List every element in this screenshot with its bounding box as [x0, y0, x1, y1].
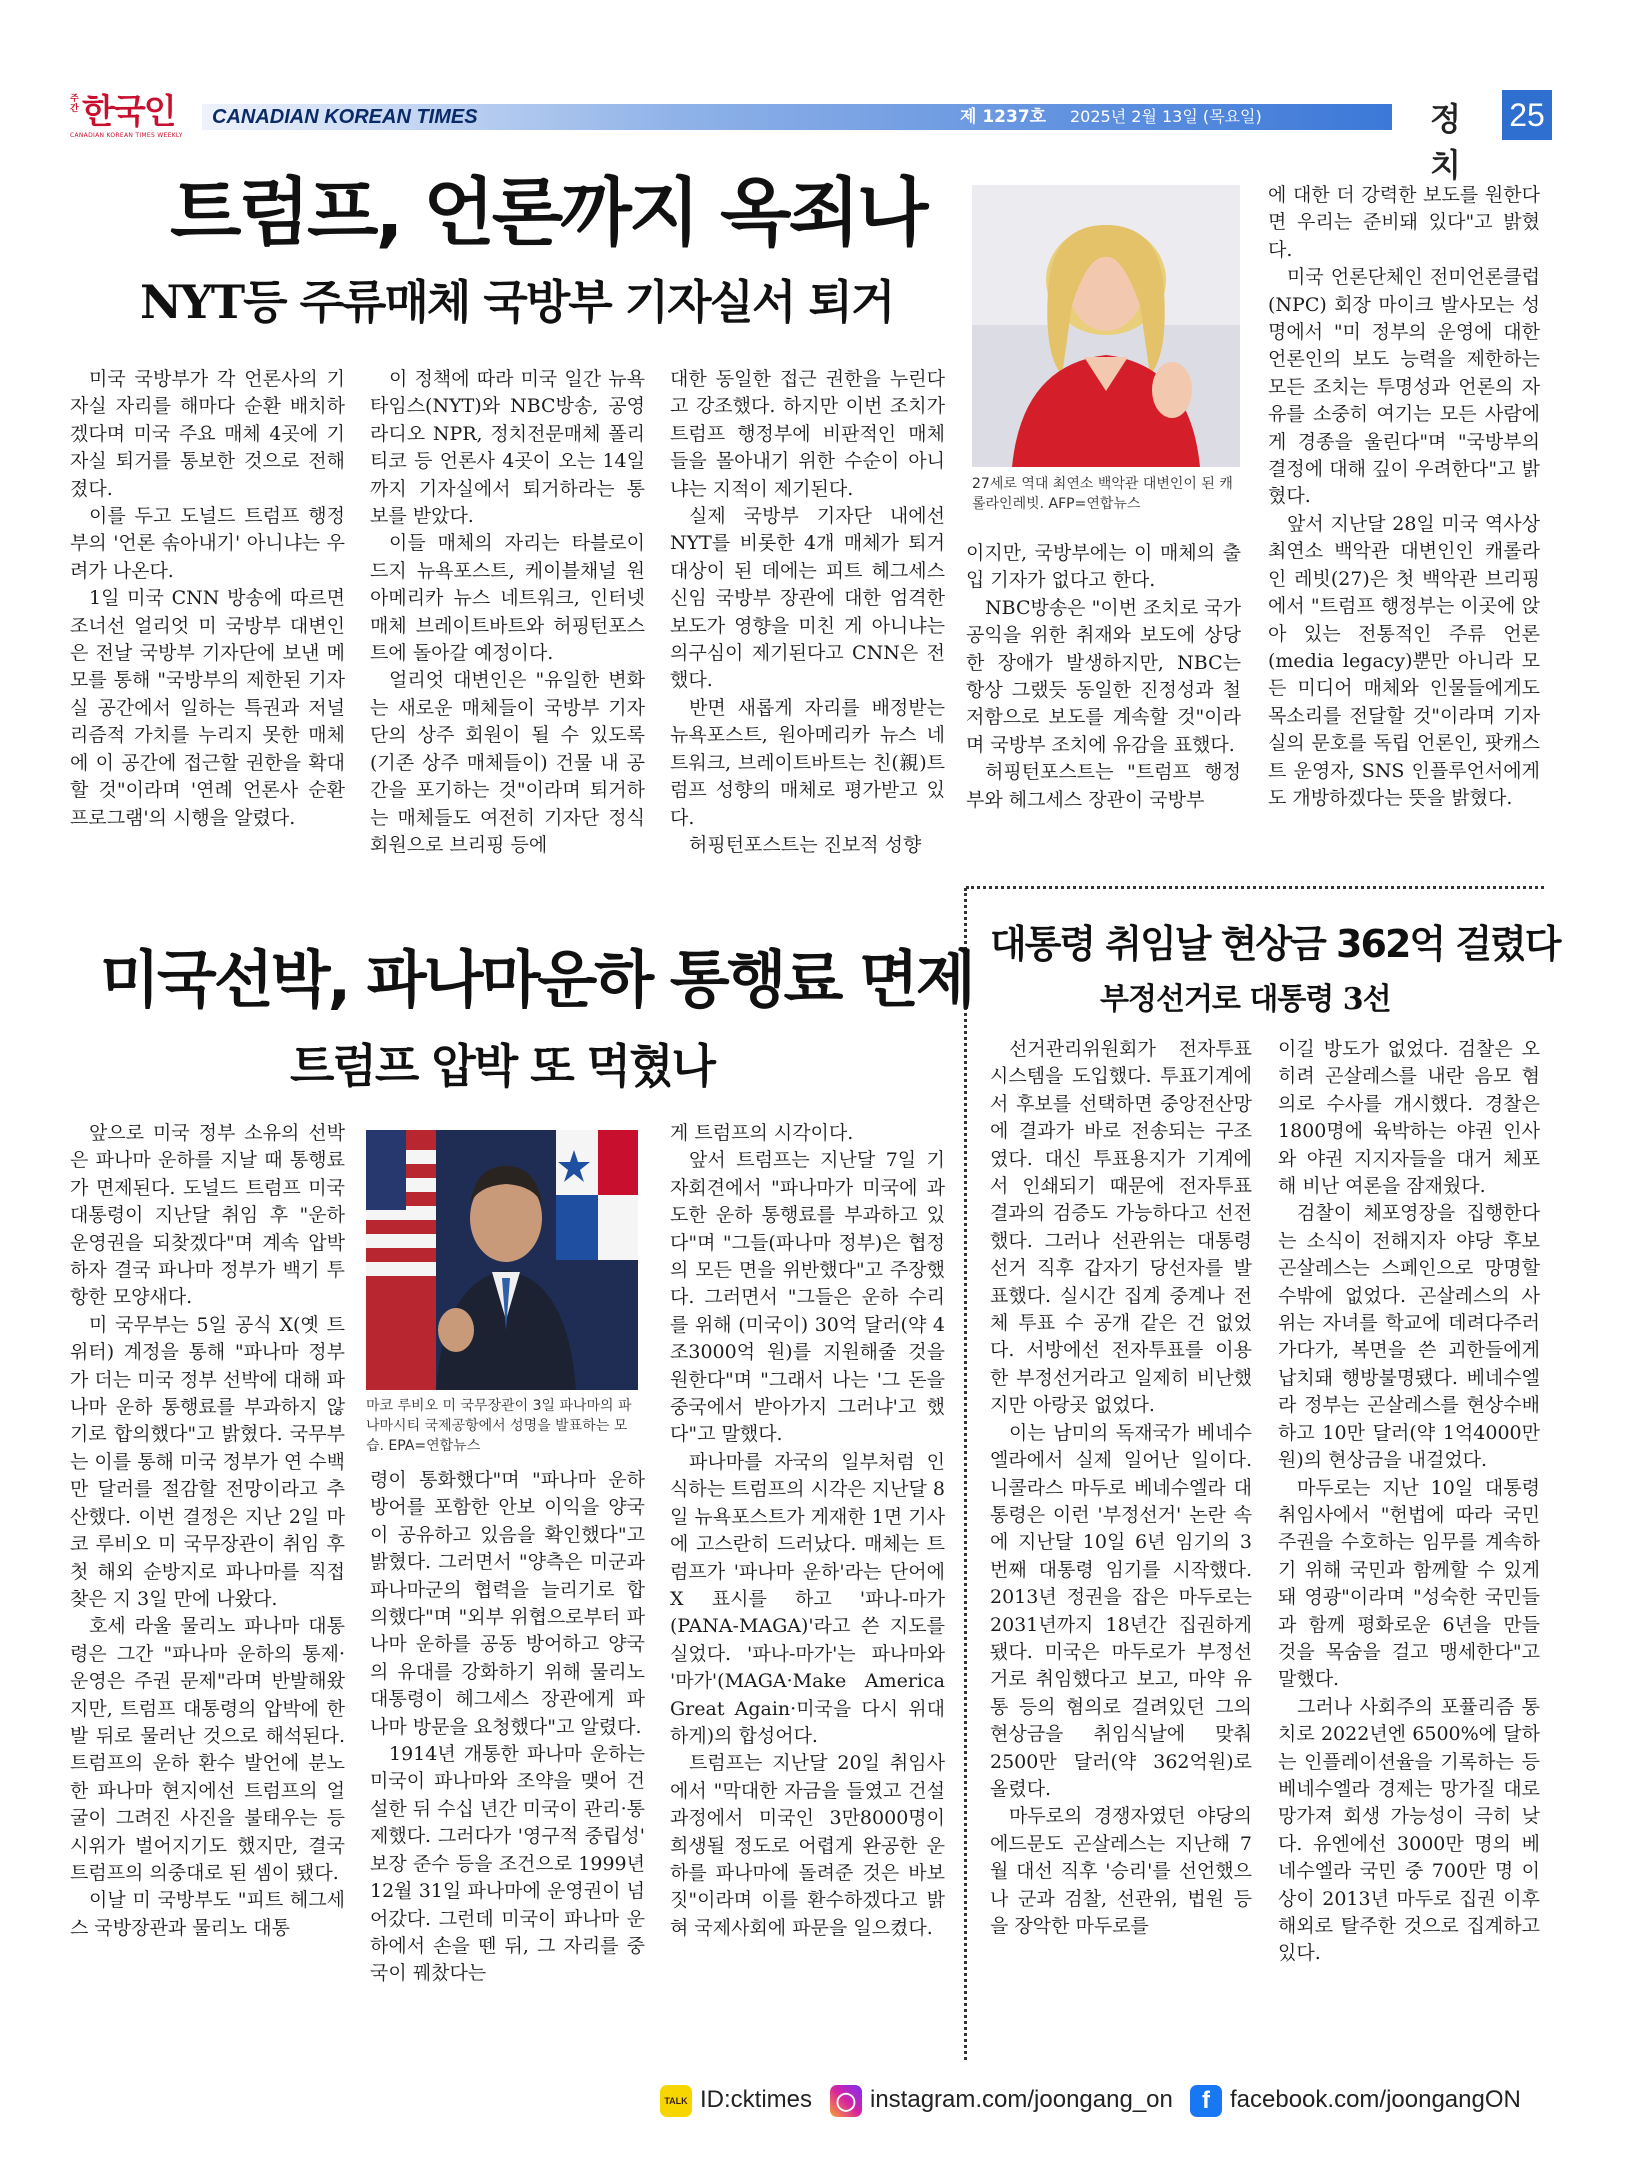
paragraph: 허핑턴포스트는 진보적 성향 [689, 833, 922, 856]
article1-column-5 [1268, 182, 1540, 812]
article1-column-3 [670, 366, 945, 859]
paragraph: 이지만, 국방부에는 이 매체의 출입 기자가 없다고 한다. [966, 542, 1241, 592]
issue-number: 제 1237호 [960, 107, 1047, 127]
paragraph: 선거관리위원회가 전자투표 시스템을 도입했다. 투표기계에서 후보를 선택하면 중앙전산망에 결과가 바로 전송되는 구조였다. 대신 투표용지가 기계에서 인쇄되기 때문에 전자투표 결과의 검증도 가능하다고 선전했다. 그러나 선관위는 대통령선거 직후 갑자기 당선자를 발표했다. 실시간 집계 중계나 전체 투표 수 공개 같은 건 없었다. 서방에선 전자투표를 이용한 부정선거라고 일제히 비난했지만 아랑곳 없었다. [990, 1038, 1252, 1417]
kakao-link[interactable] [660, 2080, 812, 2120]
paragraph: 미국 국방부가 각 언론사의 기자실 자리를 해마다 순환 배치하겠다며 미국 주요 매체 4곳에 기자실 퇴거를 통보한 것으로 전해졌다. [70, 368, 345, 500]
rubio-photo-illustration [366, 1130, 638, 1390]
kakao-talk-icon: TALK [660, 2085, 692, 2117]
section-divider [966, 886, 1544, 889]
paragraph: 실제 국방부 기자단 내에선 NYT를 비롯한 4개 매체가 퇴거 대상이 된 데에는 피트 헤그세스 신임 국방부 장관에 대한 엄격한 보도가 영향을 미친 게 아니냐는 의구심이 제기된다고 CNN은 전했다. [670, 505, 945, 692]
instagram-url: instagram.com/joongang_on [870, 2086, 1173, 2113]
paragraph: 반면 새롭게 자리를 배정받는 뉴욕포스트, 원아메리카 뉴스 네트워크, 브레이트바트는 친(親)트럼프 성향의 매체로 평가받고 있다. [670, 696, 945, 829]
paragraph: 허핑턴포스트는 "트럼프 행정부와 헤그세스 장관이 국방부 [966, 761, 1241, 811]
paragraph: 앞서 지난달 28일 미국 역사상 최연소 백악관 대변인인 캐롤라인 레빗(27)은 첫 백악관 브리핑에서 "트럼프 행정부는 이곳에 앉아 있는 전통적인 주류 언론(media legacy)뿐만 아니라 모든 미디어 매체와 인물들에게도 목소리를 전달할 것"이라며 기자실의 문호를 독립 언론인, 팟캐스트 운영자, SNS 인플루언서에게도 개방하겠다는 뜻을 밝혔다. [1268, 512, 1540, 809]
logo-weekly-label: 주간 [70, 94, 79, 114]
paragraph: 미국 언론단체인 전미언론클럽(NPC) 회장 마이크 발사모는 성명에서 "미 정부의 운영에 대한 언론인의 보도 능력을 제한하는 모든 조치는 투명성과 언론의 자유를 소중히 여기는 모든 사람에게 경종을 울린다"며 "국방부의 결정에 대해 깊이 우려한다"고 밝혔다. [1268, 266, 1540, 508]
masthead [70, 90, 1550, 184]
paragraph: 1914년 개통한 파나마 운하는 미국이 파나마와 조약을 맺어 건설한 뒤 수십 년간 미국이 관리·통제했다. 그러다가 '영구적 중립성' 보장 준수 등을 조건으로 1999년 12월 31일 파나마에 운영권이 넘어갔다. 그런데 미국이 파나마 운하에서 손을 뗀 뒤, 그 자리를 중국이 꿰찼다는 [370, 1743, 645, 1985]
article1-headline: 트럼프, 언론까지 옥죄나 [170, 170, 926, 256]
section-name: 정 치 [1430, 100, 1479, 184]
kakao-id: ID:cktimes [700, 2086, 813, 2113]
us-flag-graphic [366, 1130, 436, 1390]
paragraph: 이를 두고 도널드 트럼프 행정부의 '언론 솎아내기' 아니냐는 우려가 나온다. [70, 505, 345, 582]
article1-photo-caption: 27세로 역대 최연소 백악관 대변인이 된 캐롤라인레빗. AFP=연합뉴스 [972, 476, 1233, 512]
paragraph: 이길 방도가 없었다. 검찰은 오히려 곤살레스를 내란 음모 혐의로 수사를 개시했다. 경찰은 1800명에 육박하는 야권 인사와 야권 지지자들을 대거 체포해 비난 여론을 잠재웠다. [1278, 1038, 1540, 1198]
facebook-icon: f [1190, 2085, 1222, 2117]
paragraph: 앞으로 미국 정부 소유의 선박은 파나마 운하를 지날 때 통행료가 면제된다. 도널드 트럼프 미국 대통령이 지난달 취임 후 "운하 운영권을 되찾겠다"며 계속 압박하자 결국 파나마 정부가 백기 투항한 모양새다. [70, 1122, 345, 1309]
paragraph: 에 대한 더 강력한 보도를 원한다면 우리는 준비돼 있다"고 밝혔다. [1268, 184, 1540, 261]
article1-column-1 [70, 366, 345, 832]
logo-text: 한국인 [82, 92, 175, 132]
article3-subhead: 부정선거로 대통령 3선 [1100, 982, 1391, 1017]
article1-subhead: NYT등 주류매체 국방부 기자실서 퇴거 [140, 275, 894, 329]
paragraph: 그러나 사회주의 포퓰리즘 통치로 2022년엔 6500%에 달하는 인플레이션율을 기록하는 등 베네수엘라 경제는 망가질 대로 망가져 회생 가능성이 극히 낮다. 유엔에선 3000만 명의 베네수엘라 국민 중 700만 명 이상이 2013년 마두로 집권 이후 해외로 탈주한 것으로 집계하고 있다. [1278, 1695, 1540, 1965]
article3-column-2 [1278, 1036, 1540, 1968]
paragraph: 령이 통화했다"며 "파나마 운하 방어를 포함한 안보 이익을 양국이 공유하고 있음을 확인했다"고 밝혔다. 그러면서 "양측은 미군과 파나마군의 협력을 늘리기로 합의했다"며 "외부 위협으로부터 파나마 운하를 공동 방어하고 양국의 유대를 강화하기 위해 물리노 대통령이 헤그세스 장관에게 파나마 방문을 요청했다"고 알렸다. [370, 1469, 645, 1738]
article2-headline: 미국선박, 파나마운하 통행료 면제 [100, 943, 973, 1016]
paragraph: NBC방송은 "이번 조치로 국가 공익을 위한 취재와 보도에 상당한 장애가 발생하지만, NBC는 항상 그랬듯 동일한 진정성과 철저함으로 보도를 계속할 것"이라며 국방부 조치에 유감을 표했다. [966, 596, 1241, 756]
panama-flag-graphic [556, 1130, 638, 1260]
article2-column-3 [670, 1120, 945, 1942]
paragraph: 마두로의 경쟁자였던 야당의 에드문도 곤살레스는 지난해 7월 대선 직후 '승리'를 선언했으나 군과 검찰, 선관위, 법원 등을 장악한 마두로를 [990, 1805, 1252, 1937]
paragraph: 호세 라울 물리노 파나마 대통령은 그간 "파나마 운하의 통제·운영은 주권 문제"라며 반발해왔지만, 트럼프 대통령의 압박에 한발 뒤로 물러난 것으로 해석된다. 트럼프의 운하 환수 발언에 분노한 파나마 현지에선 트럼프의 얼굴이 그려진 사진을 불태우는 등 시위가 벌어지기도 했지만, 결국 트럼프의 의중대로 된 셈이 됐다. [70, 1615, 345, 1884]
instagram-link[interactable] [830, 2080, 1173, 2120]
paragraph: 파나마를 자국의 일부처럼 인식하는 트럼프의 시각은 지난달 8일 뉴욕포스트가 게재한 1면 기사에 고스란히 드러났다. 매체는 트럼프가 '파나마 운하'라는 단어에 X 표시를 하고 '파나-마가(PANA-MAGA)'라고 쓴 지도를 실었다. '파나-마가'는 파나마와 '마가'(MAGA·Make America Great Again·미국을 다시 위대하게)의 합성어다. [670, 1450, 945, 1747]
paragraph: 미 국무부는 5일 공식 X(옛 트위터) 계정을 통해 "파나마 정부가 더는 미국 정부 선박에 대해 파나마 운하 통행료를 부과하지 않기로 합의했다"고 밝혔다. 국무부는 이를 통해 미국 정부가 연 수백만 달러를 절감할 전망이라고 추산했다. 이번 결정은 지난 2일 마코 루비오 미 국무장관이 취임 후 첫 해외 순방지로 파나마를 직접 찾은 지 3일 만에 나왔다. [70, 1313, 345, 1610]
paragraph: 앞서 트럼프는 지난달 7일 기자회견에서 "파나마가 미국에 과도한 운하 통행료를 부과하고 있다"며 "그들(파나마 정부)은 협정의 모든 면을 위반했다"고 주장했다. 그러면서 "그들은 운하 수리를 위해 (미국이) 30억 달러(약 4조3000억 원)를 지원해줄 것을 원한다"며 "그래서 나는 '그 돈을 중국에서 받아가지 그러냐'고 했다"고 말했다. [670, 1149, 945, 1446]
paragraph: 이날 미 국방부도 "피트 헤그세스 국방장관과 물리노 대통 [70, 1889, 345, 1939]
paragraph: 얼리엇 대변인은 "유일한 변화는 새로운 매체들이 국방부 기자단의 상주 회원이 될 수 있도록 (기존 상주 매체들이) 건물 내 공간을 포기하는 것"이라며 퇴거하는 매체들도 여전히 기자단 정식 회원으로 브리핑 등에 [370, 669, 645, 856]
leavitt-photo [972, 185, 1240, 467]
issue-date: 2025년 2월 13일 (목요일) [1070, 107, 1262, 126]
column-divider [964, 888, 967, 2060]
article3-column-1 [990, 1036, 1252, 1940]
article1-column-4 [966, 540, 1241, 814]
logo-subtitle: CANADIAN KOREAN TIMES WEEKLY [70, 132, 183, 139]
paragraph: 이들 매체의 자리는 타블로이드지 뉴욕포스트, 케이블채널 원아메리카 뉴스 네트워크, 인터넷 매체 브레이트바트와 허핑턴포스트에 돌아갈 예정이다. [370, 532, 645, 665]
paper-name: CANADIAN KOREAN TIMES [212, 106, 478, 128]
article1-column-2 [370, 366, 645, 859]
paragraph: 마두로는 지난 10일 대통령 취임사에서 "헌법에 따라 국민 주권을 수호하는 임무를 계속하기 위해 국민과 함께할 수 있게 돼 영광"이라며 "성숙한 국민들과 함께 평화로운 6년을 만들 것을 목숨을 걸고 맹세한다"고 말했다. [1278, 1476, 1540, 1691]
rubio-photo [366, 1130, 638, 1390]
paragraph: 트럼프는 지난달 20일 취임사에서 "막대한 자금을 들였고 건설 과정에서 미국인 3만8000명이 희생될 정도로 어렵게 완공한 운하를 파나마에 돌려준 것은 바보 짓"이라며 이를 환수하겠다고 밝혀 국제사회에 파문을 일으켰다. [670, 1752, 945, 1939]
article3-headline: 대통령 취임날 현상금 362억 걸렸다 [990, 922, 1560, 966]
instagram-icon: ◯ [830, 2085, 862, 2117]
article2-subhead: 트럼프 압박 또 먹혔나 [290, 1039, 714, 1093]
leavitt-photo-illustration [972, 185, 1240, 467]
paragraph: 검찰이 체포영장을 집행한다는 소식이 전해지자 야당 후보 곤살레스는 스페인으로 망명할 수밖에 없었다. 곤살레스의 사위는 자녀를 학교에 데려다주러 가다가, 복면을 쓴 괴한들에게 납치돼 행방불명됐다. 베네수엘라 정부는 곤살레스를 현상수배하고 10만 달러(약 1억4000만원)의 현상금을 내걸었다. [1278, 1202, 1540, 1472]
page-number: 25 [1502, 90, 1552, 140]
paragraph: 이는 남미의 독재국가 베네수엘라에서 실제 일어난 일이다. 니콜라스 마두로 베네수엘라 대통령은 이런 '부정선거' 논란 속에 지난달 10일 6년 임기의 3번째 대통령 임기를 시작했다. 2013년 정권을 잡은 마두로는 2031년까지 18년간 집권하게 됐다. 미국은 마두로가 부정선거로 취임했다고 보고, 마약 유통 등의 혐의로 걸려있던 그의 현상금을 취임식날에 맞춰 2500만 달러(약 362억원)로 올렸다. [990, 1421, 1252, 1800]
facebook-url: facebook.com/joongangON [1230, 2086, 1521, 2113]
article2-column-2 [370, 1467, 645, 1988]
paragraph: 게 트럼프의 시각이다. [670, 1122, 854, 1144]
article2-column-1 [70, 1120, 345, 1942]
paragraph: 이 정책에 따라 미국 일간 뉴욕타임스(NYT)와 NBC방송, 공영 라디오 NPR, 정치전문매체 폴리티코 등 언론사 4곳이 오는 14일까지 기자실에서 퇴거하라는 통보를 받았다. [370, 368, 645, 528]
paragraph: 1일 미국 CNN 방송에 따르면 조너선 얼리엇 미 국방부 대변인은 전날 국방부 기자단에 보낸 메모를 통해 "국방부의 제한된 기자실 공간에서 일하는 특권과 저널리즘적 가치를 누리지 못한 매체에 이 공간에 접근할 권한을 확대할 것"이라며 '연례 언론사 순환 프로그램'의 시행을 알렸다. [70, 587, 345, 829]
newspaper-logo [70, 90, 195, 140]
paragraph: 대한 동일한 접근 권한을 누린다고 강조했다. 하지만 이번 조치가 트럼프 행정부에 비판적인 매체들을 몰아내기 위한 수순이 아니냐는 지적이 제기된다. [670, 368, 945, 500]
footer-social-links [660, 2080, 1560, 2120]
article2-photo-caption: 마코 루비오 미 국무장관이 3일 파나마의 파나마시티 국제공항에서 성명을 발표하는 모습. EPA=연합뉴스 [366, 1398, 632, 1454]
facebook-link[interactable] [1190, 2080, 1521, 2120]
